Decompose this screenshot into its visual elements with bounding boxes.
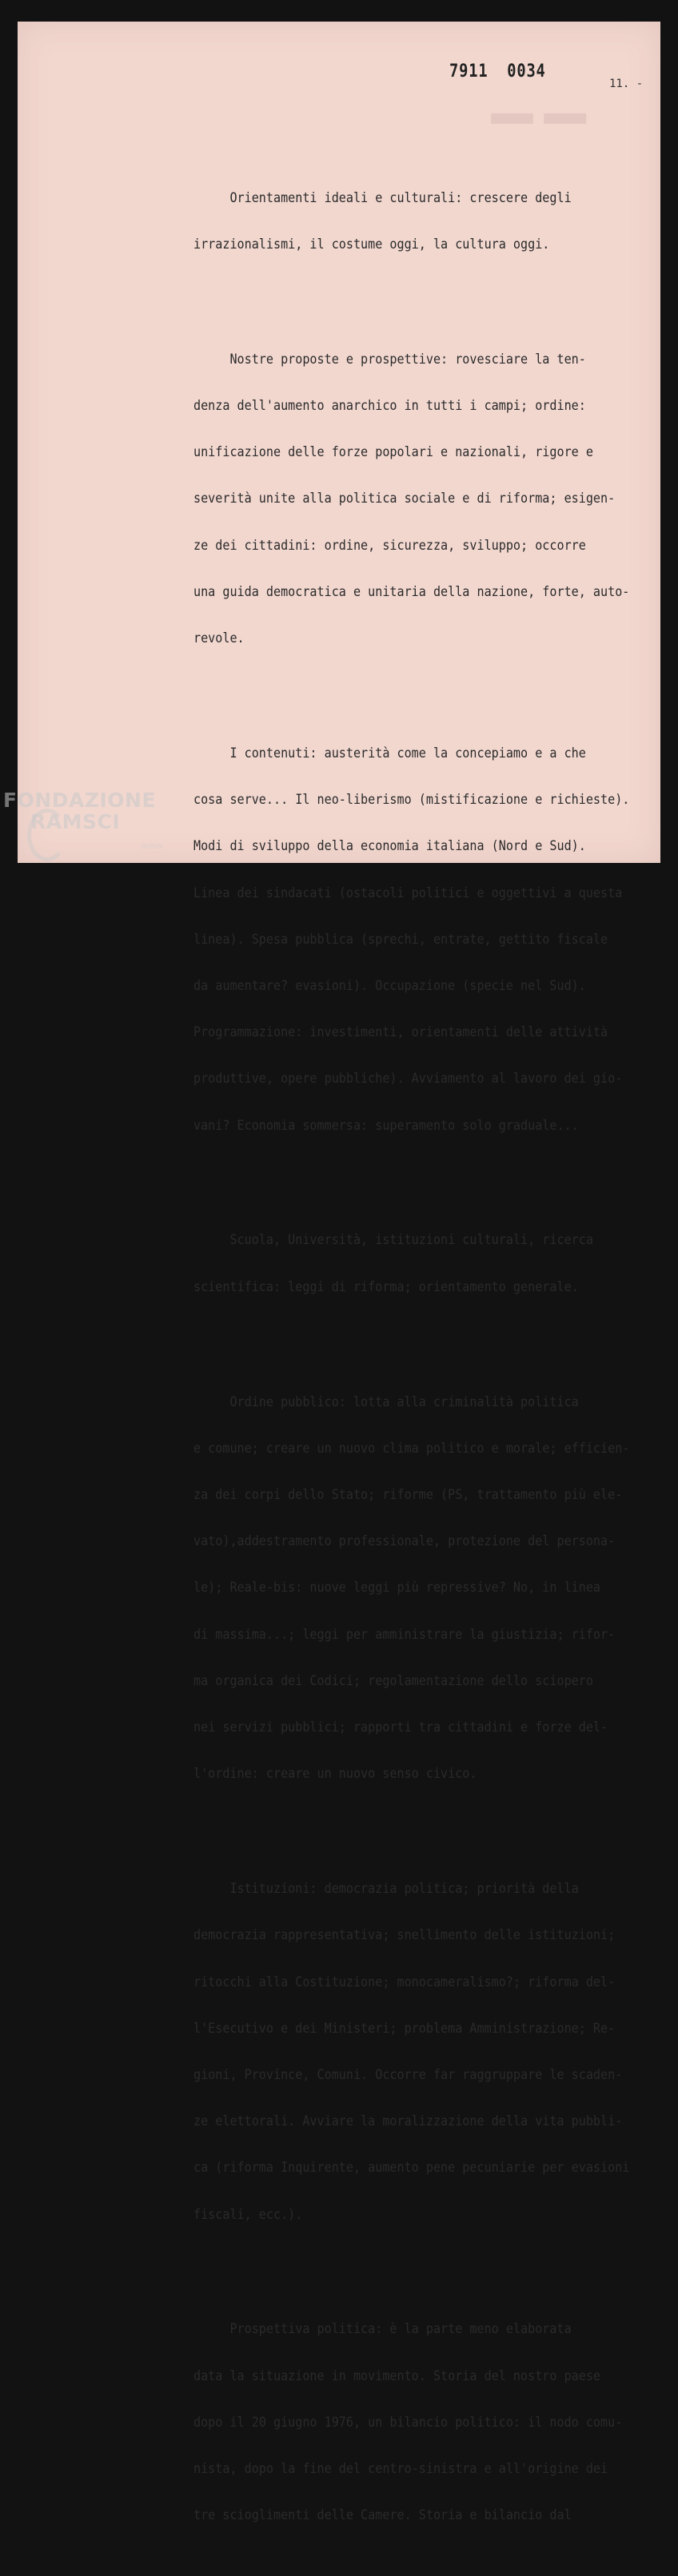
bleed-through-mark: ■■■■ ■■■■ (491, 108, 587, 128)
text-line: dopo il 20 giugno 1976, un bilancio politico: il nodo comu- (193, 2414, 623, 2430)
text-line: Programmazione: investimenti, orientamenti delle attività (193, 1024, 608, 1040)
text-line: Scuola, Università, istituzioni culturali, ricerca (193, 1232, 593, 1248)
text-line: di massima...; leggi per amministrare la giustizia; rifor- (193, 1626, 616, 1642)
text-line: severità unite alla politica sociale e di riforma; esigen- (193, 491, 616, 507)
text-line: nei servizi pubblici; rapporti tra cittadini e forze del- (193, 1719, 608, 1735)
paragraph-prospettiva-politica (193, 2291, 623, 2554)
text-line: l'ordine: creare un nuovo senso civico. (193, 1766, 477, 1782)
stamp-number-b: 0034 (507, 62, 546, 81)
text-line: Istituzioni: democrazia politica; priorità della (193, 1881, 579, 1897)
text-line: I contenuti: austerità come la concepiamo e a che (193, 745, 586, 761)
text-line: ritocchi alla Costituzione; monocameralismo?; riforma del- (193, 1974, 616, 1990)
paragraph-contenuti (193, 714, 630, 1164)
text-line: denza dell'aumento anarchico in tutti i campi; ordine: (193, 397, 586, 413)
text-line: democrazia rappresentativa; snellimento delle istituzioni; (193, 1927, 616, 1943)
text-line: gioni, Province, Comuni. Occorre far raggruppare le scaden- (193, 2066, 623, 2082)
paragraph-ordine-pubblico (193, 1363, 630, 1813)
text-line: l'Esecutivo e dei Ministeri; problema Amministrazione; Re- (193, 2020, 616, 2036)
text-line: Linea dei sindacati (ostacoli politici e oggettivi a questa (193, 885, 623, 900)
paragraph-proposte (193, 320, 630, 677)
text-line: ca (riforma Inquirente, aumento pene pecuniarie per evasioni (193, 2160, 630, 2176)
text-line: scientifica: leggi di riforma; orientamento generale. (193, 1278, 579, 1294)
text-line: Orientamenti ideali e culturali: crescere degli (193, 189, 572, 205)
text-line: ze dei cittadini: ordine, sicurezza, sviluppo; occorre (193, 537, 586, 553)
text-line: vani? Economia sommersa: superamento solo graduale... (193, 1117, 579, 1133)
text-line: linea). Spesa pubblica (sprechi, entrate, gettito fiscale (193, 931, 608, 947)
text-line: Prospettiva politica: è la parte meno elaborata (193, 2321, 572, 2337)
stamp-number-a: 7911 (449, 62, 489, 81)
text-line: vato),addestramento professionale, protezione del persona- (193, 1533, 616, 1549)
paragraph-orientamenti (193, 159, 618, 283)
text-line: da aumentare? evasioni). Occupazione (specie nel Sud). (193, 977, 586, 993)
text-line: ze elettorali. Avviare la moralizzazione della vita pubbli- (193, 2113, 623, 2129)
watermark-line-2: RAMSCI (30, 810, 121, 833)
text-line: irrazionalismi, il costume oggi, la cultura oggi. (193, 236, 550, 252)
body-text (193, 128, 630, 2576)
watermark-suffix: onlus (141, 842, 162, 851)
text-line: e comune; creare un nuovo clima politico e morale; efficien- (193, 1440, 630, 1456)
text-line: le); Reale-bis: nuove leggi più repressive? No, in linea (193, 1580, 601, 1596)
archive-stamp (449, 62, 546, 81)
page-number: 11. - (609, 78, 644, 90)
text-line: za dei corpi dello Stato; riforme (PS, trattamento più ele- (193, 1486, 623, 1502)
text-line: Nostre proposte e prospettive: rovesciare la ten- (193, 351, 586, 367)
text-line: produttive, opere pubbliche). Avviamento al lavoro dei gio- (193, 1071, 623, 1087)
watermark-logo (3, 789, 162, 851)
paragraph-istituzioni (193, 1850, 630, 2253)
text-line: Modi di sviluppo della economia italiana (Nord e Sud). (193, 838, 586, 854)
text-line: data la situazione in movimento. Storia del nostro paese (193, 2367, 601, 2383)
text-line: nista, dopo la fine del centro-sinistra e all'origine dei (193, 2461, 608, 2477)
text-line: fiscali, ecc.). (193, 2206, 303, 2222)
watermark-line-1: FONDAZIONE (3, 789, 157, 812)
text-line: ma organica dei Codici; regolamentazione dello sciopero (193, 1672, 593, 1688)
text-line: tre scioglimenti delle Camere. Storia e bilancio dal (193, 2507, 572, 2523)
paragraph-scuola (193, 1202, 618, 1326)
text-line: revole. (193, 630, 245, 646)
text-line: una guida democratica e unitaria della nazione, forte, auto- (193, 583, 630, 599)
text-line: cosa serve... Il neo-liberismo (mistificazione e richieste). (193, 792, 630, 808)
text-line: Ordine pubblico: lotta alla criminalità politica (193, 1393, 579, 1409)
text-line: unificazione delle forze popolari e nazionali, rigore e (193, 444, 593, 460)
